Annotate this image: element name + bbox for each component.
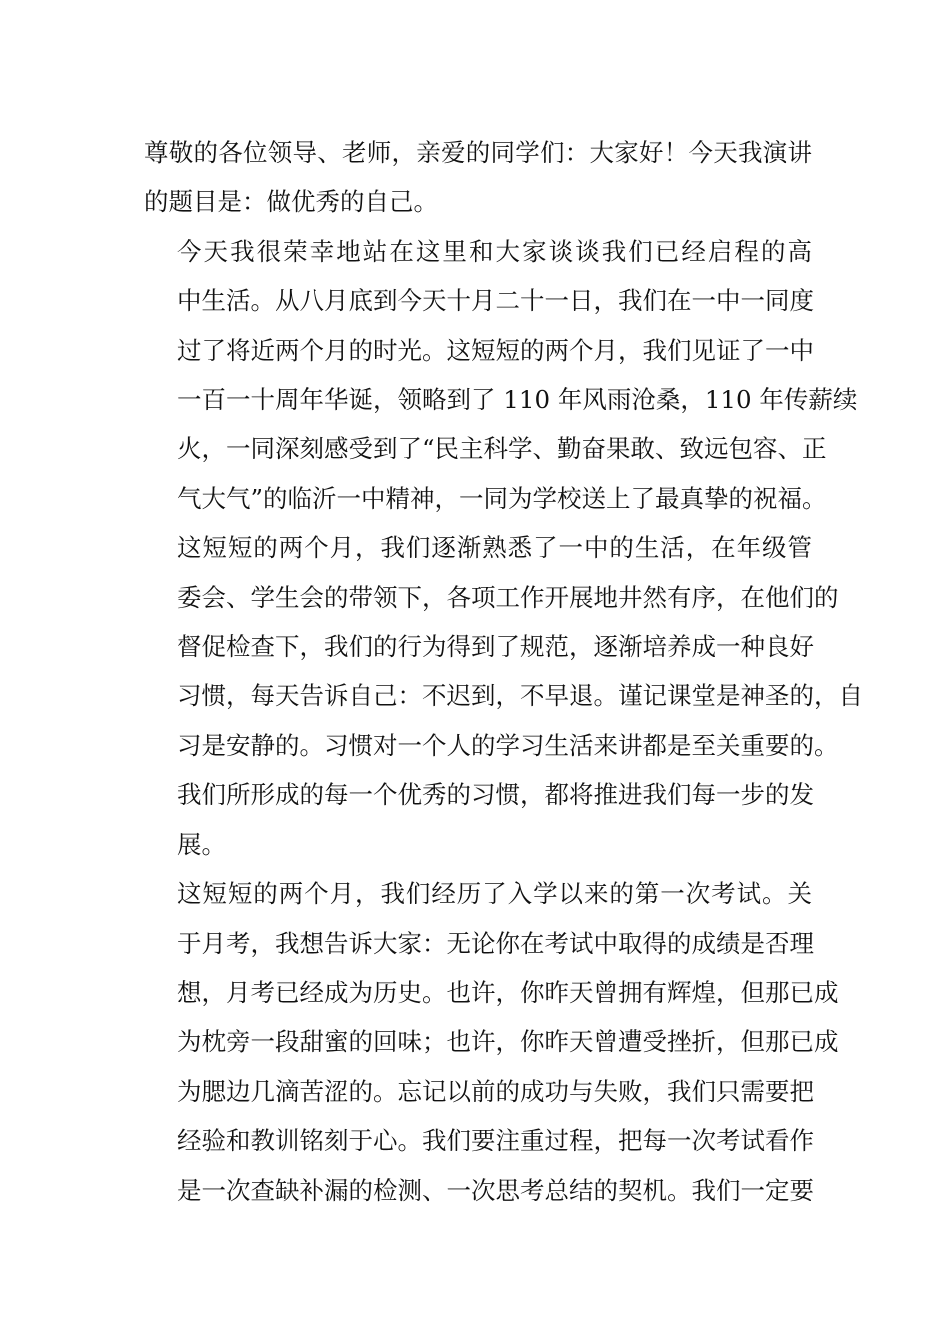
paragraph-exam — [144, 869, 839, 1215]
text-line: 想，月考已经成为历史。也许，你昨天曾拥有辉煌，但那已成 — [177, 977, 839, 1007]
text-line: 气大气”的临沂一中精神，一同为学校送上了最真挚的祝福。 — [177, 483, 827, 513]
text-line: 的题目是：做优秀的自己。 — [144, 187, 438, 217]
text-line: 督促检查下，我们的行为得到了规范，逐渐培养成一种良好 — [177, 632, 814, 662]
text-line: 中生活。从八月底到今天十月二十一日，我们在一中一同度 — [177, 286, 814, 316]
text-line: 尊敬的各位领导、老师，亲爱的同学们：大家好！今天我演讲 — [144, 138, 812, 167]
text-line: 习惯，每天告诉自己：不迟到，不早退。谨记课堂是神圣的，自 — [177, 681, 863, 711]
text-line: 过了将近两个月的时光。这短短的两个月，我们见证了一中 — [177, 335, 814, 365]
text-line: 我们所形成的每一个优秀的习惯，都将推进我们每一步的发 — [177, 780, 814, 810]
text-line: 习是安静的。习惯对一个人的学习生活来讲都是至关重要的。 — [177, 730, 839, 760]
text-line: 一百一十周年华诞，领略到了 110 年风雨沧桑，110 年传薪续 — [177, 385, 858, 415]
text-line: 火，一同深刻感受到了“民主科学、勤奋果敢、致远包容、正 — [177, 434, 827, 464]
text-line: 是一次查缺补漏的检测、一次思考总结的契机。我们一定要 — [177, 1175, 814, 1205]
paragraph-anniversary — [144, 227, 858, 523]
speech-text — [144, 128, 863, 1215]
text-line: 为腮边几滴苦涩的。忘记以前的成功与失败，我们只需要把 — [177, 1076, 814, 1106]
paragraph-greeting — [144, 128, 812, 227]
text-line: 委会、学生会的带领下，各项工作开展地井然有序，在他们的 — [177, 582, 839, 612]
text-line: 这短短的两个月，我们逐渐熟悉了一中的生活，在年级管 — [177, 533, 812, 563]
text-line: 今天我很荣幸地站在这里和大家谈谈我们已经启程的高 — [177, 236, 812, 266]
paragraph-habits — [144, 523, 863, 869]
text-line: 为枕旁一段甜蜜的回味；也许，你昨天曾遭受挫折，但那已成 — [177, 1027, 839, 1057]
text-line: 展。 — [177, 829, 226, 859]
text-line: 于月考，我想告诉大家：无论你在考试中取得的成绩是否理 — [177, 928, 814, 958]
text-line: 经验和教训铭刻于心。我们要注重过程，把每一次考试看作 — [177, 1126, 814, 1156]
text-line: 这短短的两个月，我们经历了入学以来的第一次考试。关 — [177, 879, 812, 909]
